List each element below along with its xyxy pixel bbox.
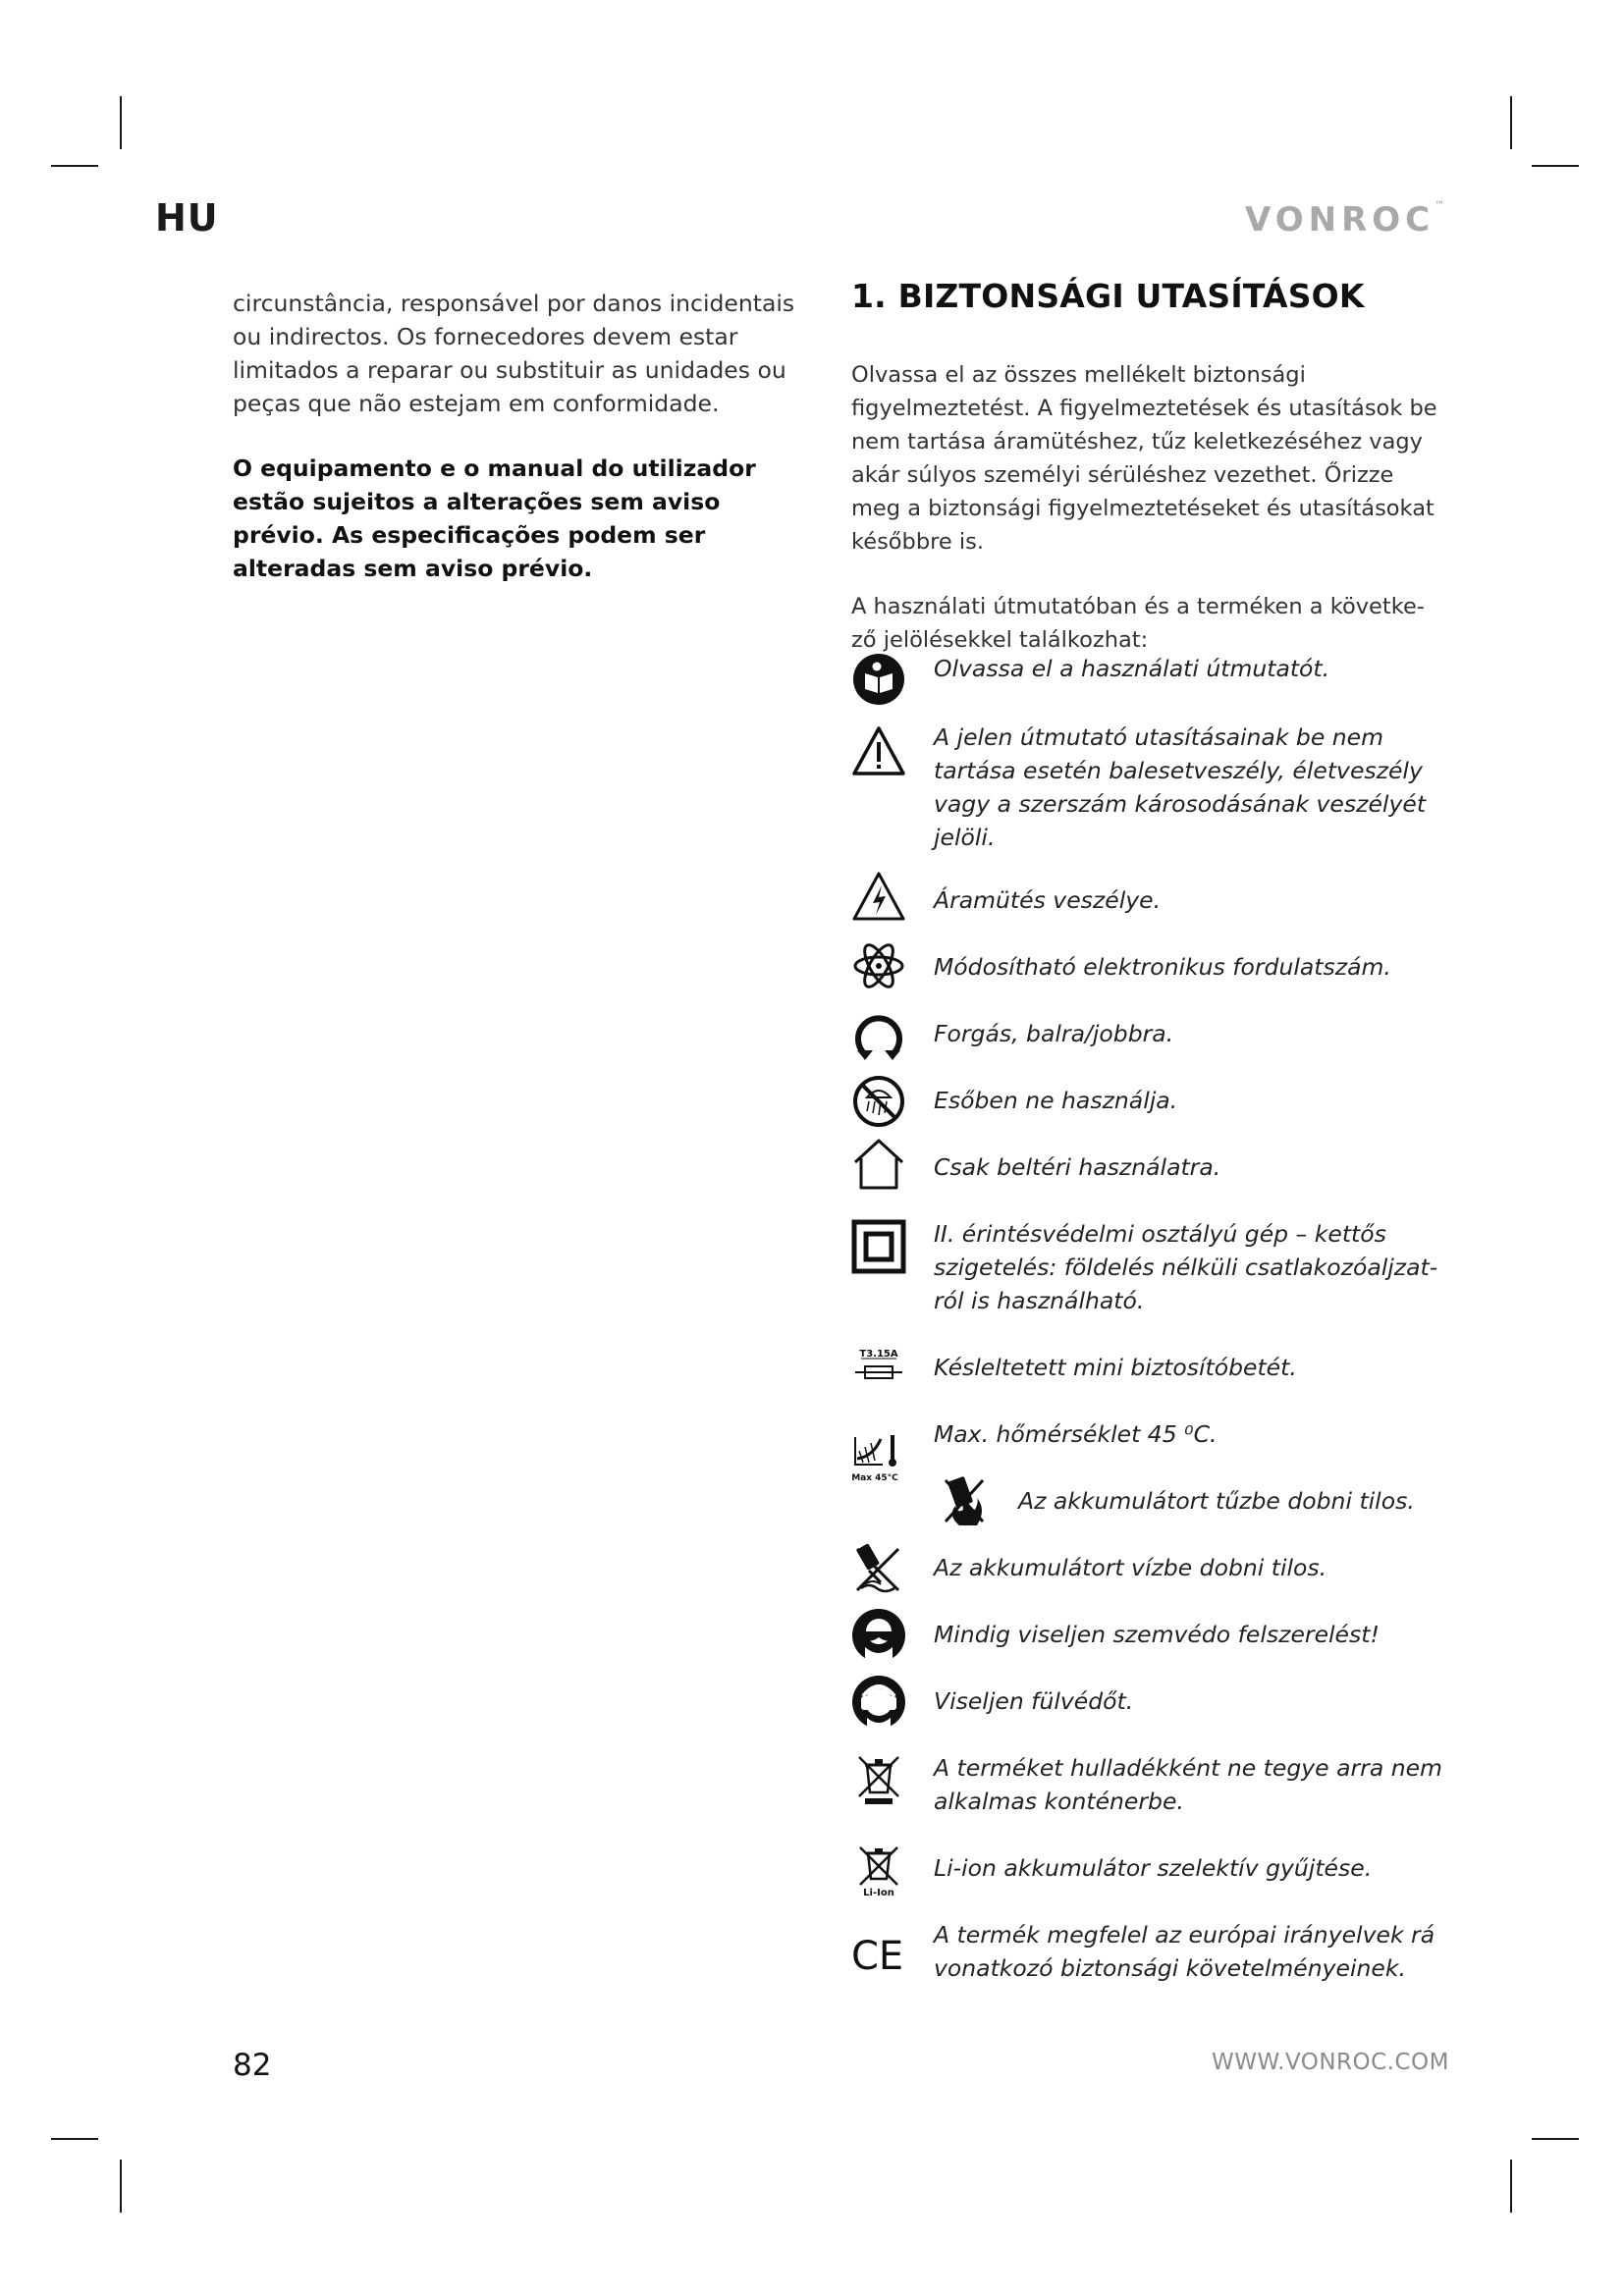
crop-mark: [51, 165, 98, 167]
notice-paragraph: O equipamento e o manual do utilizador estão sujeitos a alterações sem aviso prévio. As especificações podem ser alteradas sem aviso prévio.: [233, 454, 756, 582]
website-url[interactable]: WWW.VONROC.COM: [1212, 2050, 1449, 2075]
language-code: HU: [155, 196, 219, 240]
symbol-text: Li-ion akkumulátor szelektív gyűjtése.: [934, 1854, 1373, 1882]
ce-mark-label: CE: [851, 1934, 904, 1979]
symbol-text: Viseljen fülvédőt.: [934, 1687, 1134, 1715]
symbol-text: Áramütés veszélye.: [934, 886, 1162, 914]
warning-triangle-icon: [851, 724, 906, 779]
electric-shock-icon: [851, 870, 906, 925]
fuse-icon: [851, 1343, 906, 1398]
crop-mark: [120, 2160, 122, 2213]
thermometer-icon: [851, 1429, 906, 1484]
symbol-text: A jelen útmutató utasításainak be nem tartása esetén balesetveszély, életveszély vagy a szerszám károsodásának veszélyét jelöli.: [934, 723, 1427, 851]
crop-mark: [51, 2138, 98, 2140]
li-ion-icon-label: Li-Ion: [863, 1888, 894, 1898]
crop-mark: [120, 96, 122, 149]
symbol-text: Késleltetett mini biztosítóbetét.: [934, 1354, 1297, 1381]
intro-paragraph: Olvassa el az összes mellékelt biztonsági figyelmeztetést. A figyelmeztetések és utasítások be nem tartása áramütéshez, tűz keletkezéséhez vagy akár súlyos személyi sérüléshez vezethet. Őrizze meg a biztonsági figyelmeztetéseket és utasításokat későbbre is.: [851, 362, 1437, 555]
symbol-text: II. érintésvédelmi osztályú gép – kettős szigetelés: földelés nélküli csatlakozóaljzatról is használható.: [934, 1220, 1438, 1314]
symbol-text: Olvassa el a használati útmutatót.: [934, 655, 1330, 682]
thermometer-icon-label: Max 45°C: [851, 1473, 898, 1483]
rotation-icon: [851, 1007, 906, 1062]
paragraph: circunstância, responsável por danos incidentais ou indirectos. Os fornecedores devem estar limitados a reparar ou substituir as unidades ou peças que não estejam em conformidade.: [233, 290, 795, 417]
weee-bin-icon: [851, 1751, 906, 1806]
double-insulation-icon: [851, 1219, 906, 1274]
symbol-text: A termék megfelel az európai irányelvek rá vonatkozó biztonsági követelményeinek.: [934, 1921, 1435, 1982]
ear-protection-icon: [851, 1675, 906, 1730]
symbol-text: Módosítható elektronikus fordulatszám.: [934, 953, 1391, 981]
brand-logo: VONROC™: [1245, 200, 1445, 240]
right-column: [851, 277, 1440, 688]
no-rain-icon: [851, 1074, 906, 1129]
symbol-text: Csak beltéri használatra.: [934, 1153, 1221, 1181]
no-water-battery-icon: [851, 1541, 906, 1596]
fuse-icon-label: T3.15A: [859, 1349, 898, 1360]
eye-protection-icon: [851, 1608, 906, 1663]
section-title: 1. BIZTONSÁGI UTASÍTÁSOK: [851, 277, 1365, 315]
left-column: [233, 287, 810, 616]
ce-mark-icon: [851, 1928, 906, 1983]
symbol-text: Az akkumulátort vízbe dobni tilos.: [934, 1554, 1327, 1581]
symbol-text: Az akkumulátort tűzbe dobni tilos.: [1018, 1487, 1415, 1515]
crop-mark: [1510, 2160, 1512, 2213]
symbol-text: Mindig viseljen szemvédo felszerelést!: [934, 1621, 1380, 1648]
read-manual-icon: [851, 652, 906, 707]
house-icon: [851, 1137, 906, 1192]
crop-mark: [1510, 96, 1512, 149]
page-number: 82: [233, 2048, 272, 2083]
symbol-text: Max. hőmérséklet 45 ⁰C.: [934, 1420, 1218, 1448]
crop-mark: [1532, 165, 1579, 167]
intro-paragraph: A használati útmutatóban és a terméken a következő jelölésekkel találkozhat:: [851, 594, 1425, 653]
symbol-text: Forgás, balra/jobbra.: [934, 1020, 1174, 1047]
atom-icon: [851, 938, 906, 993]
symbol-text: Esőben ne használja.: [934, 1087, 1178, 1114]
crop-mark: [1532, 2138, 1579, 2140]
li-ion-bin-icon: [851, 1843, 906, 1898]
symbol-text: A terméket hulladékként ne tegye arra nem alkalmas konténerbe.: [934, 1754, 1442, 1815]
no-fire-battery-icon: [938, 1472, 993, 1527]
